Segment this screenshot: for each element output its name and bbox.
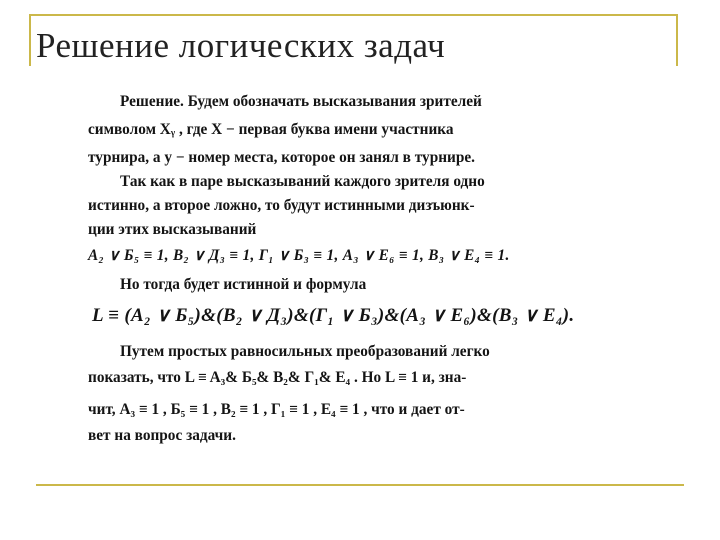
doc-line-13: вет на вопрос задачи.: [88, 427, 236, 444]
doc-line-1: Решение. Будем обозначать высказывания зрителей: [120, 93, 482, 110]
doc-line-5: истинно, а второе ложно, то будут истинными дизъюнк-: [88, 197, 475, 214]
decorative-bottom-line: [36, 484, 684, 486]
doc-line-2: символом Xᵧ , где X − первая буква имени участника: [88, 121, 454, 138]
formula-L: L ≡ (A₂ ∨ Б₅)&(B₂ ∨ Д₃)&(Г₁ ∨ Б₃)&(A₃ ∨ E₆)&(B₃ ∨ E₄).: [92, 305, 575, 326]
decorative-vertical-line-left: [29, 14, 31, 66]
disjunctions-formula: A₂ ∨ Б₅ ≡ 1, B₂ ∨ Д₃ ≡ 1, Г₁ ∨ Б₃ ≡ 1, A₃ ∨ E₆ ≡ 1, B₃ ∨ E₄ ≡ 1.: [88, 247, 510, 264]
doc-line-8: Но тогда будет истинной и формула: [120, 276, 367, 293]
doc-line-4: Так как в паре высказываний каждого зрителя одно: [120, 173, 485, 190]
doc-line-10: Путем простых равносильных преобразований легко: [120, 343, 490, 360]
doc-line-12: чит, A₃ ≡ 1 , Б₅ ≡ 1 , B₂ ≡ 1 , Г₁ ≡ 1 , E₄ ≡ 1 , что и дает от-: [88, 401, 465, 418]
doc-line-3: турнира, а y − номер места, которое он занял в турнире.: [88, 149, 475, 166]
doc-line-11: показать, что L ≡ A₃& Б₅& B₂& Г₁& E₄ . Но L ≡ 1 и, зна-: [88, 369, 467, 386]
decorative-vertical-line-right: [676, 14, 678, 66]
doc-line-6: ции этих высказываний: [88, 221, 257, 238]
decorative-top-line: [29, 14, 678, 16]
slide-title: Решение логических задач: [36, 26, 446, 65]
